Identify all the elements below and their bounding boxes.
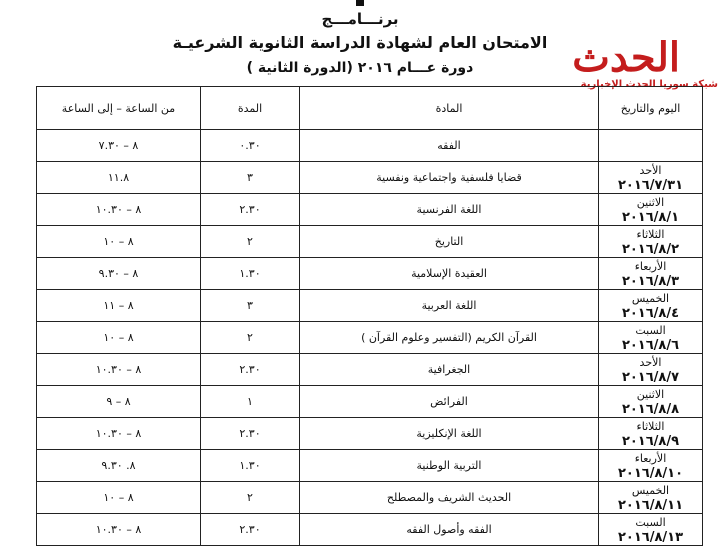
header-time: من الساعة – إلى الساعة (37, 87, 201, 130)
day-cell: الأحد ٢٠١٦/٧/٣١ (599, 162, 703, 194)
duration-cell: ٢ (201, 322, 300, 354)
duration-cell: ٢.٣٠ (201, 418, 300, 450)
duration-cell: ٠.٣٠ (201, 130, 300, 162)
subject-cell: القرآن الكريم (التفسير وعلوم القرآن ) (300, 322, 599, 354)
table-row (37, 258, 703, 290)
time-cell: ٨ – ١١ (37, 290, 201, 322)
time-cell: ٨ – ١٠ (37, 322, 201, 354)
day-cell: السبت ٢٠١٦/٨/٦ (599, 322, 703, 354)
time-cell: ٨ – ٩ (37, 386, 201, 418)
table-row (37, 450, 703, 482)
day-cell: الأربعاء ٢٠١٦/٨/٣ (599, 258, 703, 290)
subject-cell: اللغة العربية (300, 290, 599, 322)
header-subject: المادة (300, 87, 599, 130)
time-cell: ٨ – ١٠.٣٠ (37, 418, 201, 450)
logo-caption: شبكة سوريا الحدث الإخبارية (580, 79, 718, 90)
duration-cell: ٣ (201, 290, 300, 322)
duration-cell: ٢.٣٠ (201, 354, 300, 386)
header-day: اليوم والتاريخ (599, 87, 703, 130)
exam-schedule-table (36, 86, 703, 546)
exam-title: الامتحان العام لشهادة الدراسة الثانوية الشرعيـة (172, 33, 548, 52)
subject-cell: الفقه (300, 130, 599, 162)
subject-cell: التاريخ (300, 226, 599, 258)
program-title: برنـــامـــج (321, 10, 399, 28)
subject-cell: قضايا فلسفية واجتماعية ونفسية (300, 162, 599, 194)
time-cell: ٨ – ١٠ (37, 226, 201, 258)
table-row (37, 290, 703, 322)
time-cell: ٨. ٩.٣٠ (37, 450, 201, 482)
duration-cell: ٣ (201, 162, 300, 194)
subject-cell: الفرائض (300, 386, 599, 418)
day-cell: الخميس ٢٠١٦/٨/٤ (599, 290, 703, 322)
duration-cell: ٢ (201, 482, 300, 514)
table-row (37, 194, 703, 226)
day-cell: الثلاثاء ٢٠١٦/٨/٢ (599, 226, 703, 258)
top-mark (356, 0, 364, 6)
header-duration: المدة (201, 87, 300, 130)
day-cell: الأحد ٢٠١٦/٨/٧ (599, 354, 703, 386)
time-cell: ٨ – ١٠ (37, 482, 201, 514)
time-cell: ٨ – ١٠.٣٠ (37, 354, 201, 386)
subject-cell: العقيدة الإسلامية (300, 258, 599, 290)
time-cell: ٨ – ٧.٣٠ (37, 130, 201, 162)
duration-cell: ٢.٣٠ (201, 194, 300, 226)
time-cell: ٨ – ٩.٣٠ (37, 258, 201, 290)
session-title: دورة عـــام ٢٠١٦ (الدورة الثانية ) (246, 60, 474, 76)
logo-mark: الحدث (572, 34, 680, 81)
table-row (37, 514, 703, 546)
table-row (37, 322, 703, 354)
duration-cell: ٢ (201, 226, 300, 258)
duration-cell: ١ (201, 386, 300, 418)
table-header-row (37, 87, 703, 130)
table-row (37, 418, 703, 450)
table-row (37, 386, 703, 418)
table-row (37, 226, 703, 258)
table-row (37, 130, 703, 162)
time-cell: ١١.٨ (37, 162, 201, 194)
duration-cell: ٢.٣٠ (201, 514, 300, 546)
time-cell: ٨ – ١٠.٣٠ (37, 194, 201, 226)
day-cell: الاثنين ٢٠١٦/٨/٨ (599, 386, 703, 418)
time-cell: ٨ – ١٠.٣٠ (37, 514, 201, 546)
subject-cell: اللغة الإنكليزية (300, 418, 599, 450)
subject-cell: الفقه وأصول الفقه (300, 514, 599, 546)
subject-cell: التربية الوطنية (300, 450, 599, 482)
subject-cell: اللغة الفرنسية (300, 194, 599, 226)
day-cell: الأربعاء ٢٠١٦/٨/١٠ (599, 450, 703, 482)
day-cell (599, 130, 703, 162)
day-cell: الاثنين ٢٠١٦/٨/١ (599, 194, 703, 226)
table-row (37, 482, 703, 514)
table-row (37, 162, 703, 194)
table-row (37, 354, 703, 386)
subject-cell: الجغرافية (300, 354, 599, 386)
duration-cell: ١.٣٠ (201, 450, 300, 482)
subject-cell: الحديث الشريف والمصطلح (300, 482, 599, 514)
duration-cell: ١.٣٠ (201, 258, 300, 290)
day-cell: الثلاثاء ٢٠١٦/٨/٩ (599, 418, 703, 450)
day-cell: الخميس ٢٠١٦/٨/١١ (599, 482, 703, 514)
day-cell: السبت ٢٠١٦/٨/١٣ (599, 514, 703, 546)
